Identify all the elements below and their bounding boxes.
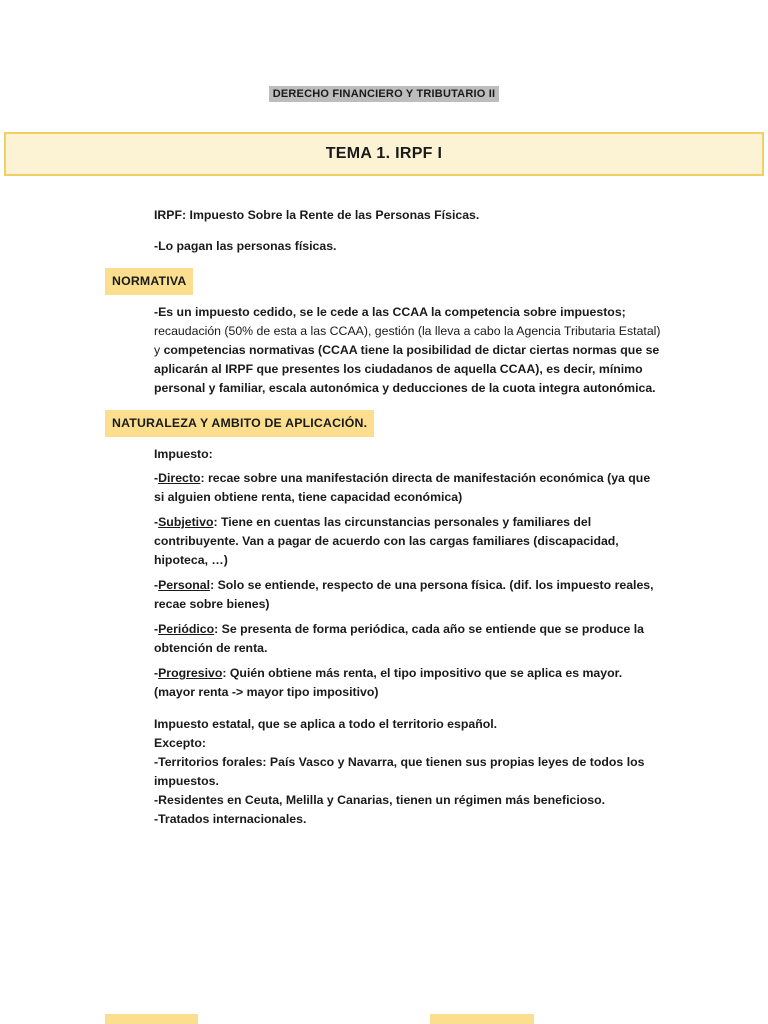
section-heading-naturaleza-row — [105, 410, 668, 437]
title-banner — [4, 132, 764, 176]
section-heading-normativa: NORMATIVA — [105, 268, 193, 295]
text-run: -Territorios forales: País Vasco y Navarra, que tienen sus propias leyes de todos los impuestos. — [154, 755, 645, 788]
text-run: , se le cede a las CCAA la competencia sobre impuestos; — [292, 305, 626, 319]
estatal-statement — [154, 715, 662, 734]
course-title: DERECHO FINANCIERO Y TRIBUTARIO II — [269, 86, 500, 102]
text-run: -Residentes en Ceuta, Melilla y Canarias, tienen un régimen más beneficioso. — [154, 793, 606, 807]
text-run: Directo — [158, 471, 201, 485]
text-run: IRPF: Impuesto Sobre la Rente de las Personas Físicas. — [154, 208, 480, 222]
text-run: - — [154, 515, 159, 529]
text-run: : Tiene en cuentas las circunstancias personales y familiares del contribuyente. Van a pagar de acuerdo con las cargas familiares (discapacidad, hipoteca, …) — [154, 515, 619, 567]
page-header-row — [0, 0, 768, 102]
item-subjetivo — [154, 513, 662, 570]
item-periodico — [154, 620, 662, 658]
excepcion-residentes — [154, 791, 662, 810]
text-run: competencias normativas (CCAA tiene la posibilidad de dictar ciertas normas que se aplicarán al IRPF que presentes los ciudadanos de aquella CCAA), es decir, mínimo personal y familiar, escala autonómica y deducciones de la cuota integra autonómica. — [154, 343, 660, 395]
text-run: - — [154, 666, 159, 680]
text-run: Subjetivo — [158, 515, 214, 529]
item-progresivo — [154, 664, 662, 702]
text-run: Periódico — [158, 622, 215, 636]
section-heading-normativa-row — [105, 268, 668, 295]
section-heading-naturaleza: NATURALEZA Y AMBITO DE APLICACIÓN. — [105, 410, 374, 437]
normativa-paragraph — [154, 303, 662, 398]
text-run: - — [154, 578, 159, 592]
text-run: : recae sobre una manifestación directa de manifestación económica (ya que si alguien obtiene renta, tiene capacidad económica) — [154, 471, 651, 504]
page-title: TEMA 1. IRPF I — [325, 145, 443, 162]
text-run: impuesto cedido — [195, 305, 293, 319]
text-run: -Es un — [154, 305, 195, 319]
text-run: Impuesto: — [154, 447, 213, 461]
text-run: : Se presenta de forma periódica, cada año se entiende que se produce la obtención de renta. — [154, 622, 645, 655]
text-run: : Solo se entiende, respecto de una persona física. (dif. los impuesto reales, recae sobre bienes) — [154, 578, 654, 611]
text-run: , que se aplica a todo el territorio español. — [251, 717, 498, 731]
text-run: Personal — [158, 578, 211, 592]
text-run: recaudación (50% de esta a las CCAA), gestión (la lleva a cabo la Agencia Tributaria Estatal) y — [154, 324, 661, 357]
excepcion-territorios-forales — [154, 753, 662, 791]
text-run: Impuesto estatal — [154, 717, 252, 731]
intro-payers — [154, 237, 662, 256]
text-run: - — [154, 622, 159, 636]
text-run: : Quién obtiene más renta, el tipo impositivo que se aplica es mayor. (mayor renta -> mayor tipo impositivo) — [154, 666, 623, 699]
excepto-label — [154, 734, 662, 753]
impuesto-label — [154, 445, 662, 464]
document-body — [105, 206, 668, 829]
text-run: -Tratados internacionales. — [154, 812, 307, 826]
cutoff-heading-highlight-left — [105, 1014, 198, 1024]
text-run: Excepto: — [154, 736, 206, 750]
text-run: -Lo pagan las personas físicas. — [154, 239, 337, 253]
text-run: Progresivo — [158, 666, 223, 680]
cutoff-heading-highlight-right — [430, 1014, 534, 1024]
text-run: - — [154, 471, 159, 485]
intro-definition — [154, 206, 662, 225]
item-directo — [154, 469, 662, 507]
item-personal — [154, 576, 662, 614]
excepcion-tratados — [154, 810, 662, 829]
